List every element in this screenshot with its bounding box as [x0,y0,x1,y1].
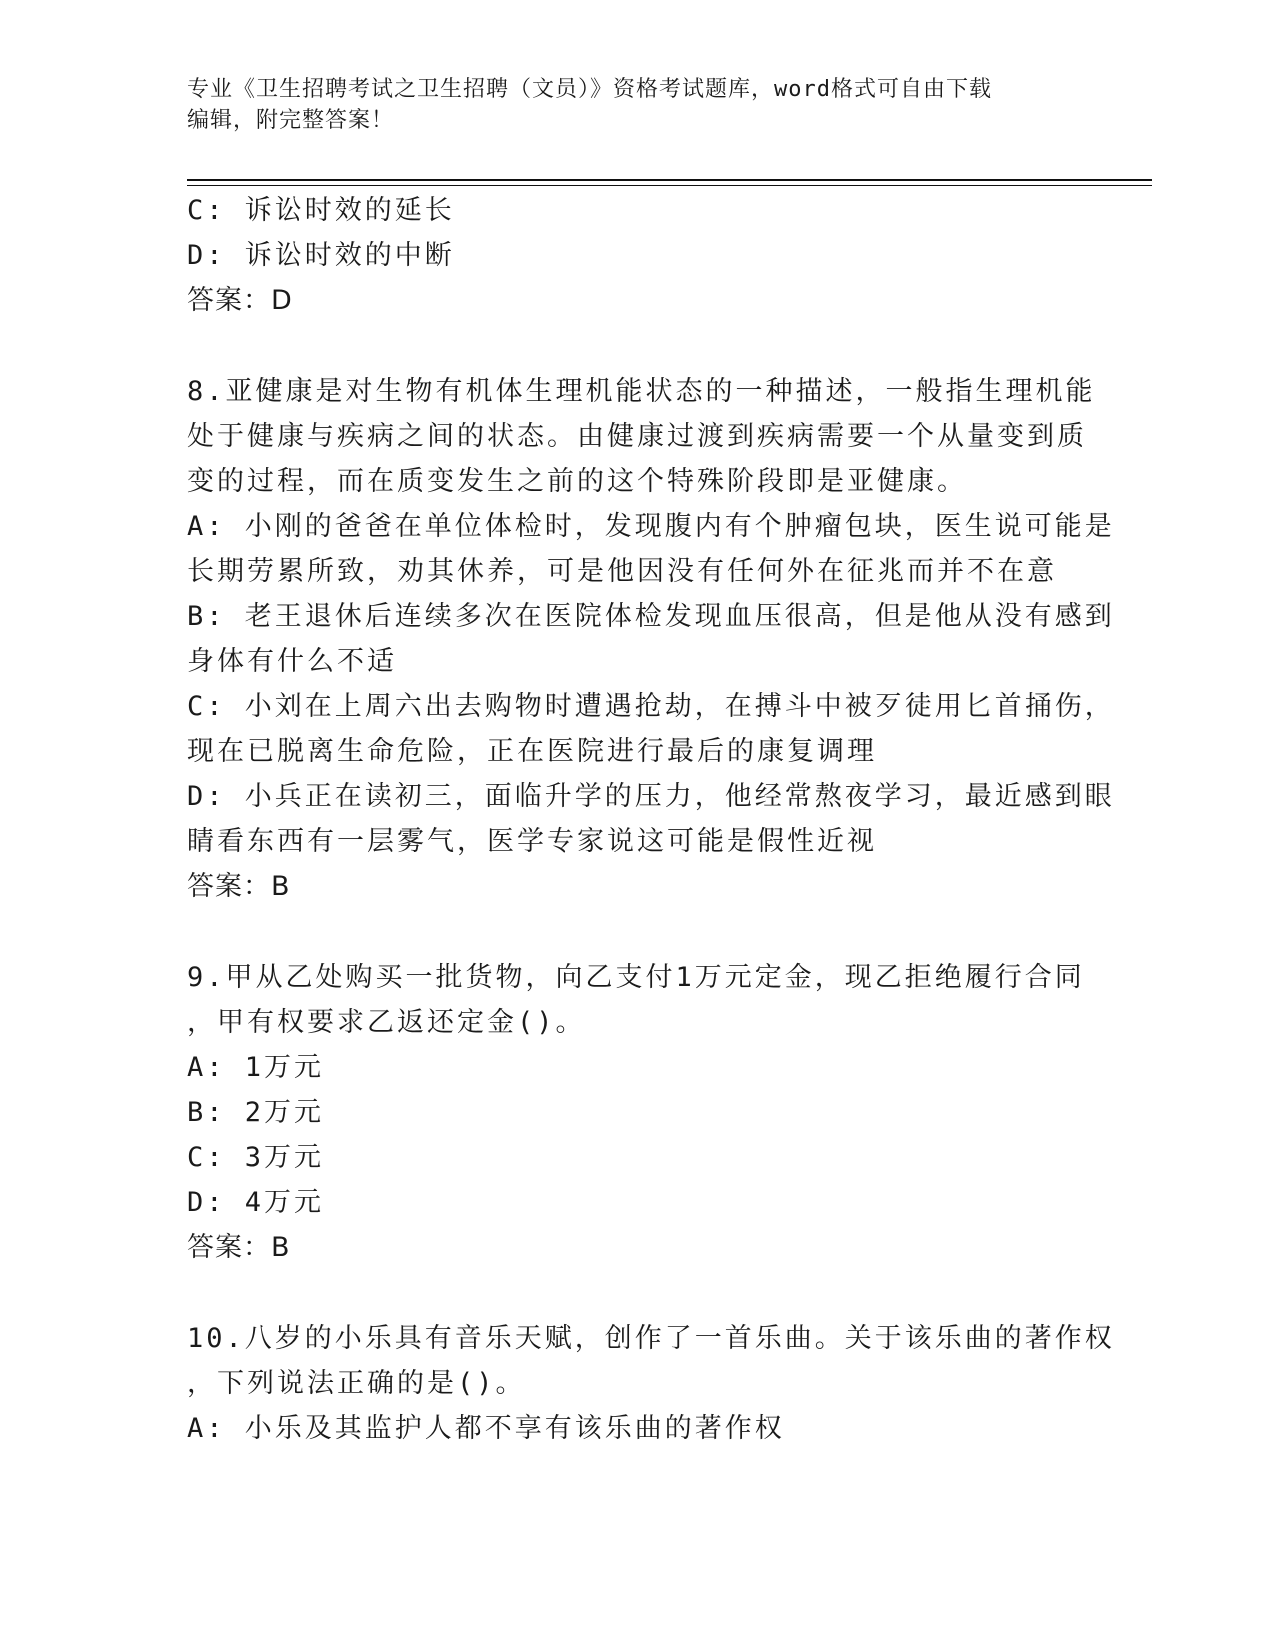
prev-option-d: D: 诉讼时效的中断 [187,240,455,271]
q10-stem-line-1: 10.八岁的小乐具有音乐天赋，创作了一首乐曲。关于该乐曲的著作权 [187,1323,1115,1354]
q8-option-b-line-2: 身体有什么不适 [187,646,397,677]
q8-option-c-line-1: C: 小刘在上周六出去购物时遭遇抢劫，在搏斗中被歹徒用匕首捅伤， [187,691,1115,722]
q8-option-c-line-2: 现在已脱离生命危险，正在医院进行最后的康复调理 [187,736,877,767]
prev-option-c: C: 诉讼时效的延长 [187,195,455,226]
header-line-1: 专业《卫生招聘考试之卫生招聘（文员）》资格考试题库，word格式可自由下载 [187,77,992,102]
q9-option-a: A: 1万元 [187,1052,325,1083]
q10-stem-line-2: ，下列说法正确的是()。 [187,1368,526,1399]
header-line-2: 编辑，附完整答案！ [187,108,395,133]
spacer [187,1270,1087,1316]
q8-stem-line-1: 8.亚健康是对生物有机体生理机能状态的一种描述，一般指生理机能 [187,376,1096,407]
q8-option-d-line-1: D: 小兵正在读初三，面临升学的压力，他经常熬夜学习，最近感到眼 [187,781,1115,812]
q9-answer: 答案：B [187,1232,291,1263]
q9-option-d: D: 4万元 [187,1187,325,1218]
q9-option-b: B: 2万元 [187,1097,325,1128]
q8-option-a-line-2: 长期劳累所致，劝其休养，可是他因没有任何外在征兆而并不在意 [187,556,1057,587]
q10-option-a: A: 小乐及其监护人都不享有该乐曲的著作权 [187,1413,785,1444]
question-content [187,188,1115,1451]
q9-stem-line-1: 9.甲从乙处购买一批货物，向乙支付1万元定金，现乙拒绝履行合同 [187,962,1085,993]
q8-stem-line-3: 变的过程，而在质变发生之前的这个特殊阶段即是亚健康。 [187,466,967,497]
document-header [187,74,1067,136]
header-divider-thick [187,179,1152,181]
q9-option-c: C: 3万元 [187,1142,325,1173]
spacer [187,909,1087,955]
q8-option-a-line-1: A: 小刚的爸爸在单位体检时，发现腹内有个肿瘤包块，医生说可能是 [187,511,1115,542]
q8-answer: 答案：B [187,871,291,902]
q8-stem-line-2: 处于健康与疾病之间的状态。由健康过渡到疾病需要一个从量变到质 [187,421,1087,452]
q8-option-d-line-2: 睛看东西有一层雾气，医学专家说这可能是假性近视 [187,826,877,857]
spacer [187,323,1087,369]
q8-option-b-line-1: B: 老王退休后连续多次在医院体检发现血压很高，但是他从没有感到 [187,601,1115,632]
prev-answer: 答案：D [187,285,293,316]
header-divider-thin [187,185,1152,186]
q9-stem-line-2: ，甲有权要求乙返还定金()。 [187,1007,586,1038]
